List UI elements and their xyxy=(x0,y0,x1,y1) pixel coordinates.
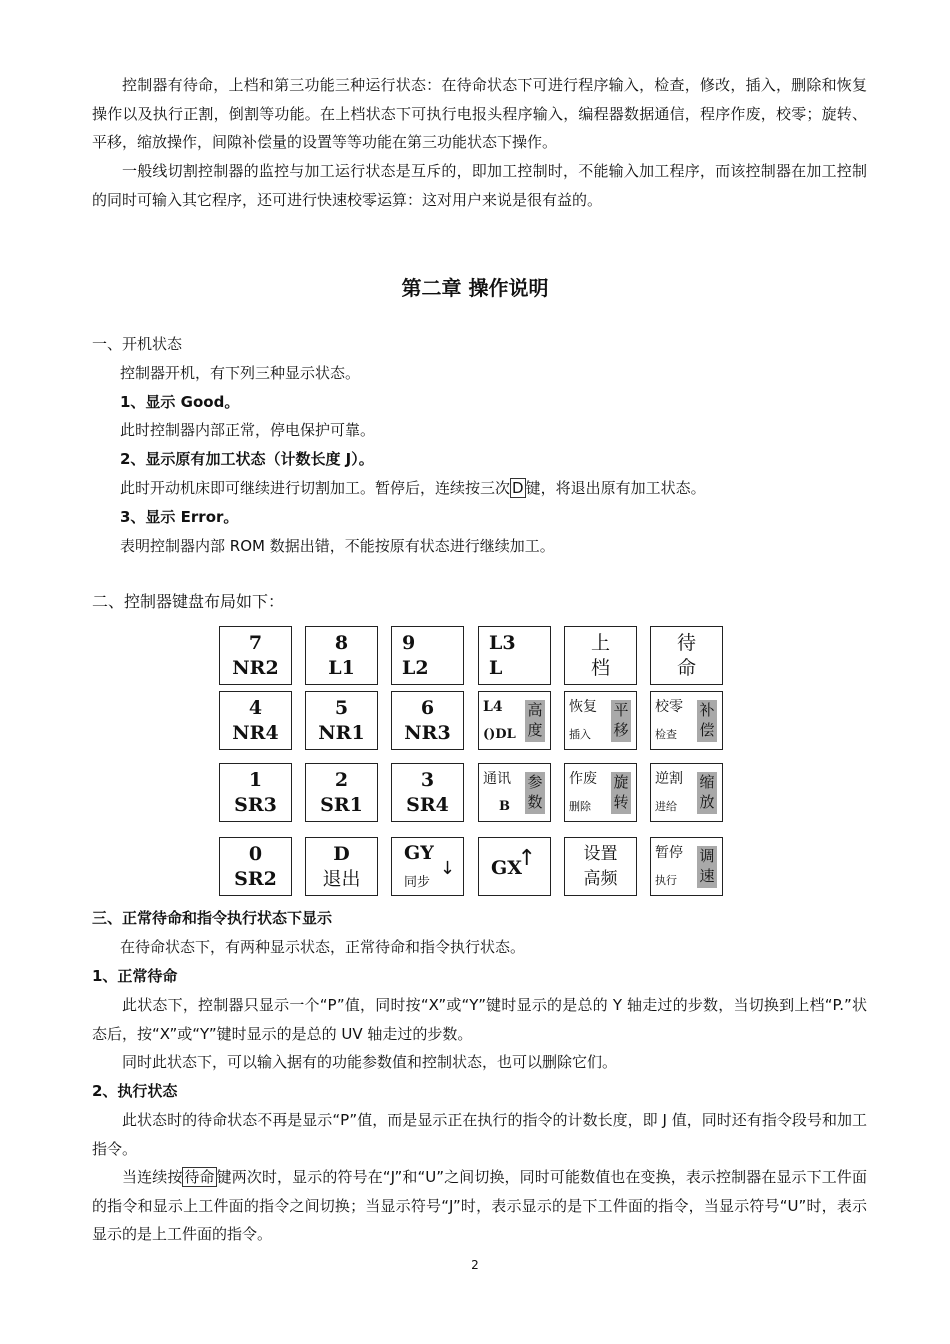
key-label-top: 作废 xyxy=(569,771,597,787)
key-label-top: 7 xyxy=(248,632,263,654)
key-label-top: 8 xyxy=(334,632,349,654)
key-void-delete[interactable] xyxy=(564,763,637,822)
key-third-label-bottom: 数 xyxy=(527,793,543,811)
section-3-sub-1: 1、正常待命 xyxy=(92,967,178,985)
section-3-sub-2: 2、执行状态 xyxy=(92,1082,178,1100)
key-third-function-label xyxy=(611,700,631,742)
page-number: 2 xyxy=(471,1258,479,1272)
key-label-bottom: L2 xyxy=(402,657,429,679)
item-2-desc-b: 键，将退出原有加工状态。 xyxy=(525,479,706,497)
item-2-desc-a: 此时开动机床即可继续进行切割加工。暂停后，连续按三次 xyxy=(120,479,511,497)
intro-paragraph-2: 一般线切割控制器的监控与加工运行状态是互斥的，即加工控制时，不能输入加工程序，而该控制器在加工控制的同时可输入其它程序，还可进行快速校零运算：这对用户来说是很有益的。 xyxy=(92,162,867,209)
key-label-bottom: 退出 xyxy=(322,868,361,890)
key-1-sr3[interactable] xyxy=(219,763,292,822)
key-label-top: 6 xyxy=(420,697,435,719)
key-third-function-label xyxy=(525,700,545,742)
key-restore-insert[interactable] xyxy=(564,691,637,750)
key-label-bottom: NR1 xyxy=(318,722,365,744)
key-label-bottom: 插入 xyxy=(569,728,591,741)
key-label-top: 5 xyxy=(334,697,349,719)
key-d-exit[interactable] xyxy=(305,837,378,896)
key-label-top: 校零 xyxy=(655,699,683,715)
key-standby[interactable] xyxy=(650,626,723,685)
key-label-top: 9 xyxy=(402,632,416,654)
key-label-bottom: 高频 xyxy=(583,869,618,889)
key-set-hf[interactable] xyxy=(564,837,637,896)
sub-2-para-2-a: 当连续按 xyxy=(122,1168,183,1186)
key-label-top: 恢复 xyxy=(569,699,597,715)
key-label-bottom: SR2 xyxy=(234,868,277,890)
key-label-top: L3 xyxy=(489,632,516,654)
key-label-bottom: NR3 xyxy=(404,722,451,744)
key-comm-b[interactable] xyxy=(478,763,551,822)
arrow-up-icon: ↑ xyxy=(517,846,536,871)
key-label-top: 通讯 xyxy=(483,771,511,787)
key-label-bottom: SR1 xyxy=(320,794,363,816)
key-label-top: 待 xyxy=(676,632,696,654)
section-1-lead: 控制器开机，有下列三种显示状态。 xyxy=(120,364,361,382)
section-3-sub-1-para-1: 此状态下，控制器只显示一个“P”值，同时按“X”或“Y”键时显示的是总的 Y 轴走过的步数，当切换到上档“P.”状态后，按“X”或“Y”键时显示的是总的 UV 轴走过的步数。 xyxy=(92,996,867,1043)
key-label-top: GY xyxy=(404,842,434,864)
key-gx[interactable] xyxy=(478,837,551,896)
key-label-bottom: 检查 xyxy=(655,728,677,741)
key-6-nr3[interactable] xyxy=(391,691,464,750)
section-1-item-1: 1、显示 Good。 xyxy=(120,393,240,411)
intro-paragraph-1: 控制器有待命，上档和第三功能三种运行状态：在待命状态下可进行程序输入，检查，修改，插入，删除和恢复操作以及执行正割，倒割等功能。在上档状态下可执行电报头程序输入，编程器数据通信，程序作废，校零；旋转、平移，缩放操作，间隙补偿量的设置等等功能在第三功能状态下操作。 xyxy=(92,76,867,151)
key-4-nr4[interactable] xyxy=(219,691,292,750)
key-label-top: GX xyxy=(491,857,522,879)
key-third-function-label xyxy=(611,772,631,814)
key-label-top: 4 xyxy=(248,697,263,719)
key-label-top: 1 xyxy=(248,769,263,791)
key-label-bottom: SR4 xyxy=(406,794,449,816)
key-third-label-bottom: 放 xyxy=(699,793,715,811)
key-0-sr2[interactable] xyxy=(219,837,292,896)
key-l3[interactable] xyxy=(478,626,551,685)
key-8-l1[interactable] xyxy=(305,626,378,685)
section-1-item-1-desc: 此时控制器内部正常，停电保护可靠。 xyxy=(120,421,376,439)
section-2-heading: 二、控制器键盘布局如下： xyxy=(92,592,285,611)
key-label-top: 逆割 xyxy=(655,771,683,787)
key-third-label-top: 高 xyxy=(527,701,543,719)
key-third-label-top: 参 xyxy=(527,773,543,791)
key-label-top: D xyxy=(333,843,350,865)
key-label-bottom: 同步 xyxy=(404,875,431,890)
key-label-top: 0 xyxy=(248,843,263,865)
chapter-title: 第二章 操作说明 xyxy=(401,276,549,300)
key-third-label-bottom: 速 xyxy=(699,867,715,885)
key-third-function-label xyxy=(697,846,717,888)
key-label-top: 上 xyxy=(590,632,610,654)
key-label-bottom: ()DL xyxy=(483,727,516,742)
key-third-function-label xyxy=(697,772,717,814)
key-label-bottom: L xyxy=(489,657,503,679)
key-l4-height[interactable] xyxy=(478,691,551,750)
section-1-item-2: 2、显示原有加工状态（计数长度 J）。 xyxy=(120,450,374,468)
key-label-top: 3 xyxy=(420,769,435,791)
key-reverse-feed[interactable] xyxy=(650,763,723,822)
inline-key-standby: 待命 xyxy=(184,1168,215,1186)
key-third-function-label xyxy=(697,700,717,742)
section-3-heading: 三、正常待命和指令执行状态下显示 xyxy=(92,909,333,927)
key-shift[interactable] xyxy=(564,626,637,685)
key-label-bottom: 删除 xyxy=(569,800,591,813)
key-third-label-top: 补 xyxy=(699,701,715,719)
section-3-lead: 在待命状态下，有两种显示状态，正常待命和指令执行状态。 xyxy=(120,938,526,956)
key-third-label-top: 平 xyxy=(613,701,629,719)
key-label-bottom: SR3 xyxy=(234,794,277,816)
key-label-top: 2 xyxy=(334,769,349,791)
section-1-item-3: 3、显示 Error。 xyxy=(120,508,239,526)
key-label-bottom: 进给 xyxy=(655,800,677,813)
key-gy-sync[interactable] xyxy=(391,837,464,896)
key-label-top: 设置 xyxy=(583,844,618,864)
key-9-l2[interactable] xyxy=(391,626,464,685)
inline-key-d: D xyxy=(512,479,524,497)
key-label-bottom: NR2 xyxy=(232,657,279,679)
key-label-bottom: NR4 xyxy=(232,722,279,744)
key-third-label-bottom: 转 xyxy=(613,793,629,811)
key-third-label-bottom: 移 xyxy=(613,721,629,739)
key-label-bottom: L1 xyxy=(328,657,355,679)
section-3-sub-2-para-1: 此状态时的待命状态不再是显示“P”值，而是显示正在执行的指令的计数长度，即 J 值，同时还有指令段号和加工指令。 xyxy=(92,1111,867,1158)
key-label-bottom: 命 xyxy=(676,657,696,679)
key-3-sr4[interactable] xyxy=(391,763,464,822)
key-third-label-top: 旋 xyxy=(613,773,629,791)
key-label-bottom: 档 xyxy=(590,657,610,679)
key-label-top: 暂停 xyxy=(655,845,683,861)
key-label-bottom: 执行 xyxy=(655,874,677,887)
key-third-label-top: 缩 xyxy=(699,773,715,791)
section-3-sub-1-para-2: 同时此状态下，可以输入据有的功能参数值和控制状态，也可以删除它们。 xyxy=(122,1053,618,1071)
key-2-sr1[interactable] xyxy=(305,763,378,822)
sub-2-para-2-b: 键两次时，显示的符号在“J”和“U”之间切换，同时可能数值也在变换，表示控制器在显示下工件面的指令和显示上工件面的指令之间切换；当显示符号“J”时，表示显示的是下工件面的指令，当显示符号“U”时，表示显示的是上工件面的指令。 xyxy=(92,1168,867,1243)
key-third-label-bottom: 度 xyxy=(527,721,543,739)
key-7-nr2[interactable] xyxy=(219,626,292,685)
key-zero-check[interactable] xyxy=(650,691,723,750)
section-1-item-2-desc xyxy=(120,474,706,503)
key-5-nr1[interactable] xyxy=(305,691,378,750)
section-1-item-3-desc: 表明控制器内部 ROM 数据出错，不能按原有状态进行继续加工。 xyxy=(120,537,555,555)
section-3-sub-2-para-2 xyxy=(92,1163,867,1249)
key-label-bottom: B xyxy=(499,799,510,814)
key-pause-exec[interactable] xyxy=(650,837,723,896)
key-label-top: L4 xyxy=(483,699,503,715)
section-1-heading: 一、开机状态 xyxy=(92,335,183,353)
key-third-label-bottom: 偿 xyxy=(699,721,715,739)
key-third-label-top: 调 xyxy=(699,847,715,865)
arrow-down-icon: ↓ xyxy=(439,858,455,879)
key-third-function-label xyxy=(525,772,545,814)
